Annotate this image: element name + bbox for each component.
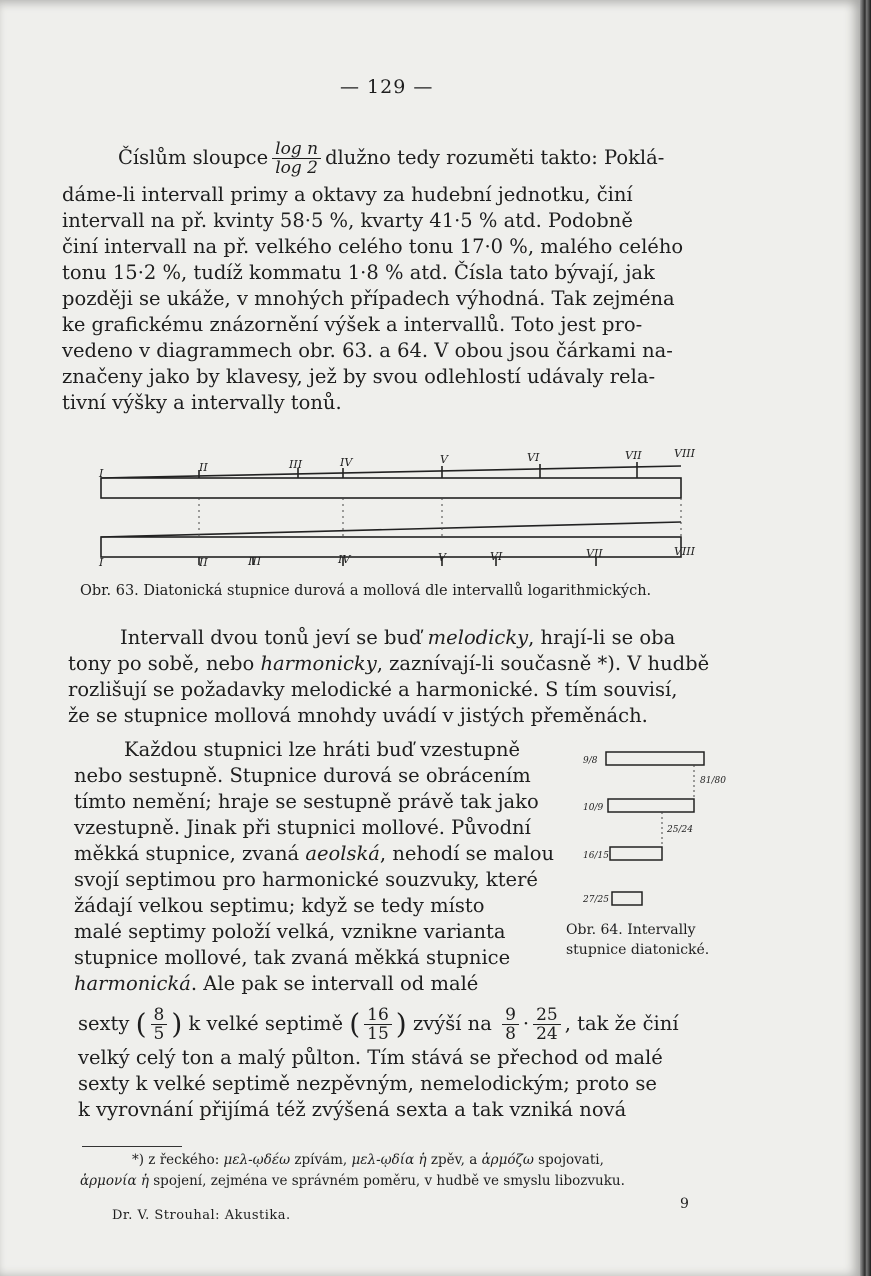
footnote-text: *) z řeckého: xyxy=(132,1152,224,1168)
para3-line: vzestupně. Jinak při stupnici mollové. Původní xyxy=(74,816,531,839)
para3-line: k vyrovnání přijímá též zvýšená sexta a tak vzniká nová xyxy=(78,1098,627,1121)
fraction-9-8 xyxy=(502,1006,519,1043)
fig63-top-label: V xyxy=(440,453,448,466)
para3-line: Každou stupnici lze hráti buď vzestupně xyxy=(124,738,521,761)
fraction-16-15 xyxy=(364,1006,392,1043)
para3-text: . Ale pak se intervall od malé xyxy=(190,972,479,995)
fig64-bar xyxy=(606,752,704,765)
melodicky-term: melodicky xyxy=(427,626,529,649)
fig64-caption-line1: Obr. 64. Intervally xyxy=(566,922,696,938)
para3-line: velký celý ton a malý půlton. Tím stává se přechod od malé xyxy=(78,1046,663,1069)
footnote-text: spojovati, xyxy=(533,1152,604,1168)
fig63-top-label: IV xyxy=(340,456,353,469)
harmonicky-term: harmonicky xyxy=(260,652,377,675)
greek-word: ἁρμονία ἡ xyxy=(80,1173,149,1189)
footnote-rule xyxy=(82,1146,182,1147)
aeolska-term: aeolská xyxy=(305,842,380,865)
para3-text: zvýší na xyxy=(412,1012,492,1035)
page-number: — 129 — xyxy=(340,76,434,98)
fig64-right-label: 25/24 xyxy=(667,825,693,835)
close-paren: ) xyxy=(171,1007,183,1041)
fig63-bottom-label: VIII xyxy=(674,545,695,558)
fig63-top-label: VIII xyxy=(674,447,695,460)
fig63-bottom-label: VII xyxy=(586,547,603,560)
fraction-num: 9 xyxy=(502,1006,519,1025)
book-edge xyxy=(860,0,871,1276)
footnote-text: zpěv, a xyxy=(426,1152,482,1168)
para1-intro: Číslům sloupce xyxy=(118,146,269,169)
fraction-den: 24 xyxy=(536,1024,558,1044)
para1-line: činí intervall na př. velkého celého tonu 17·0 %, malého celého xyxy=(62,235,684,258)
para2-text: , zaznívají-li současně *). V hudbě xyxy=(376,652,710,675)
greek-word: μελ-ῳδέω xyxy=(223,1152,291,1168)
fraction-den: 15 xyxy=(367,1024,389,1044)
para3-fraction-line: sexty ( $\frac{8}{5}$ ) k velké septimě ( $\frac{16}{15}$ ) zvýší na $\frac{9}{8}$ · $\frac{25}{24}$ , tak že činí xyxy=(78,1005,679,1044)
greek-word: ἁρμόζω xyxy=(481,1152,534,1168)
fig63-caption: Obr. 63. Diatonická stupnice durová a mollová dle intervallů logarithmických. xyxy=(80,583,652,599)
fig63-bottom-label: VI xyxy=(490,550,503,563)
para1-line: dáme-li intervall primy a oktavy za hudební jednotku, činí xyxy=(62,183,633,206)
fig64-left-label: 27/25 xyxy=(583,895,609,905)
para3-line: stupnice mollové, tak zvaná měkká stupnice xyxy=(74,946,511,969)
fig63-bottom-label: I xyxy=(99,556,104,569)
open-paren: ( xyxy=(135,1007,147,1041)
para3-line: tímto nemění; hraje se sestupně právě tak jako xyxy=(74,790,539,813)
footnote-line2 xyxy=(80,1173,625,1189)
fig63-bottom-label: IV xyxy=(338,553,351,566)
footnote-text: spojení, zejména ve správném poměru, v hudbě ve smyslu libozvuku. xyxy=(148,1173,625,1189)
fraction-num: 8 xyxy=(151,1006,168,1025)
para2-text: Intervall dvou tonů jeví se buď xyxy=(120,626,428,649)
fraction-8-5 xyxy=(151,1006,168,1043)
para3-line: nebo sestupně. Stupnice durová se obrácením xyxy=(74,764,531,787)
log-fraction-den: log 2 xyxy=(275,158,318,178)
para2-line: rozlišují se požadavky melodické a harmonické. S tím souvisí, xyxy=(68,678,678,701)
fraction-num: 25 xyxy=(533,1006,561,1025)
fig63-bottom-label: III xyxy=(248,555,262,568)
para1-line: tivní výšky a intervally tonů. xyxy=(62,391,342,414)
fig64-left-label: 16/15 xyxy=(583,851,609,861)
fig63-top-label: II xyxy=(199,461,208,474)
para1-line: intervall na př. kvinty 58·5 %, kvarty 41·5 % atd. Podobně xyxy=(62,209,633,232)
fig64-bar xyxy=(610,847,662,860)
fig63-top-label: I xyxy=(99,467,104,480)
para3-text: měkká stupnice, zvaná xyxy=(74,842,306,865)
fig63-bottom-label: V xyxy=(438,551,446,564)
open-paren: ( xyxy=(349,1007,361,1041)
close-paren: ) xyxy=(395,1007,407,1041)
fig63-bottom-label: II xyxy=(199,556,208,569)
greek-word: μελ-ῳδία ἡ xyxy=(351,1152,427,1168)
fig64-caption-line2: stupnice diatonické. xyxy=(566,942,710,958)
para3-text: , tak že činí xyxy=(564,1012,679,1035)
para3-text: k velké septimě xyxy=(188,1012,344,1035)
para2-text: tony po sobě, nebo xyxy=(68,652,261,675)
fraction-den: 5 xyxy=(153,1024,165,1044)
fig63-top-label: VI xyxy=(527,451,540,464)
para1-line: později se ukáže, v mnohých případech výhodná. Tak zejména xyxy=(62,287,675,310)
para1-after-frac: dlužno tedy rozuměti takto: Poklá- xyxy=(325,146,665,169)
signature-mark: Dr. V. Strouhal: Akustika. xyxy=(112,1208,291,1223)
para3-line: malé septimy položí velká, vznikne varianta xyxy=(74,920,506,943)
harmonicka-term: harmonická xyxy=(74,972,191,995)
fig63-top-label: III xyxy=(289,458,303,471)
para3-text: , nehodí se malou xyxy=(379,842,555,865)
fig63-top-label: VII xyxy=(625,449,642,462)
fig64-bar xyxy=(612,892,642,905)
fraction-25-24 xyxy=(533,1006,561,1043)
para3-line: žádají velkou septimu; když se tedy místo xyxy=(74,894,485,917)
para1-line: vedeno v diagrammech obr. 63. a 64. V obou jsou čárkami na- xyxy=(62,339,673,362)
fig64-right-label: 81/80 xyxy=(700,776,726,786)
para2-text: , hrají-li se oba xyxy=(528,626,676,649)
sheet-number: 9 xyxy=(680,1196,689,1212)
para3-line: sexty k velké septimě nezpěvným, nemelodickým; proto se xyxy=(78,1072,657,1095)
para1-line: tonu 15·2 %, tudíž kommatu 1·8 % atd. Čísla tato bývají, jak xyxy=(62,261,655,284)
footnote-text: zpívám, xyxy=(290,1152,352,1168)
fig64-bar xyxy=(608,799,694,812)
fraction-den: 8 xyxy=(505,1024,516,1044)
footnote-line1 xyxy=(132,1152,604,1168)
para3-text: sexty xyxy=(78,1012,130,1035)
fig64-left-label: 10/9 xyxy=(583,803,604,813)
para2-line: že se stupnice mollová mnohdy uvádí v jistých přeměnách. xyxy=(68,704,648,727)
fig64-left-label: 9/8 xyxy=(583,756,598,766)
fraction-num: 16 xyxy=(364,1006,392,1025)
para3-line: svojí septimou pro harmonické souzvuky, které xyxy=(74,868,538,891)
log-fraction-num: log n xyxy=(272,140,321,159)
para1-line: ke grafickému znázornění výšek a intervallů. Toto jest pro- xyxy=(62,313,643,336)
para3-line xyxy=(74,972,478,996)
para1-line: značeny jako by klavesy, jež by svou odlehlostí udávaly rela- xyxy=(62,365,656,388)
